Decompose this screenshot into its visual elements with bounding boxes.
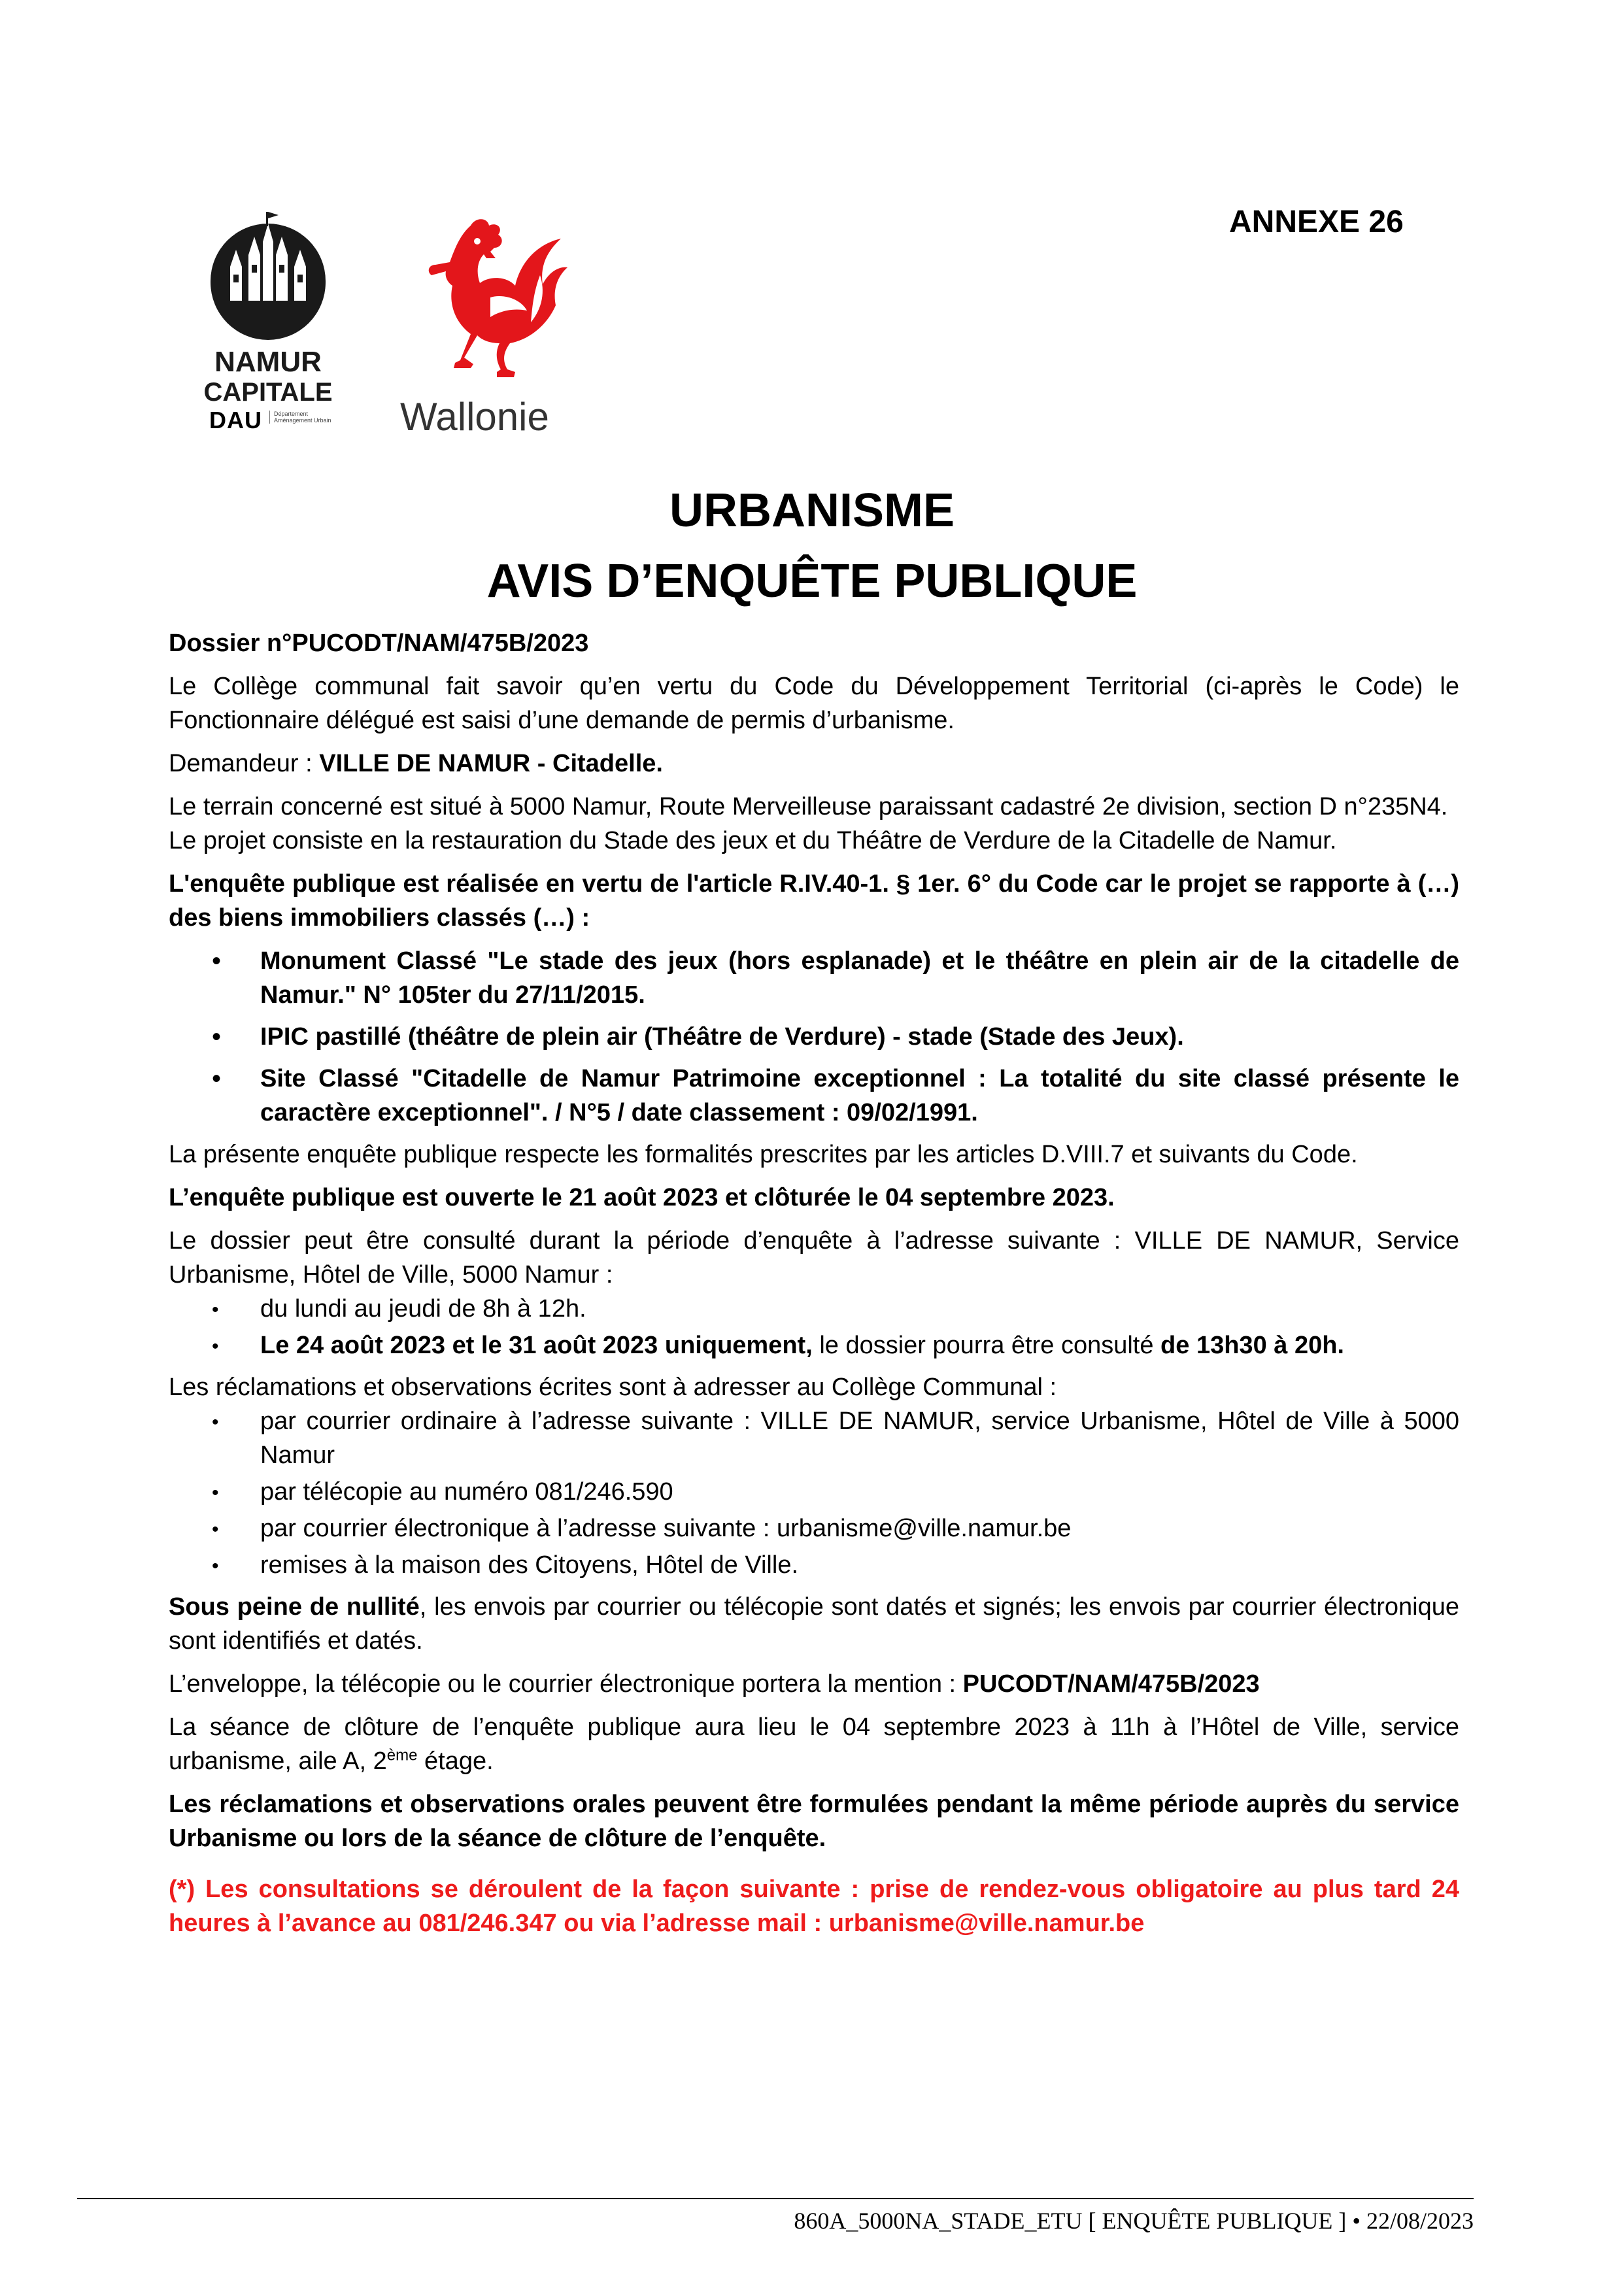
intro-paragraph: Le Collège communal fait savoir qu’en vertu du Code du Développement Territorial (ci-après le Code) le Fonctionnaire délégué est saisi d’une demande de permis d’urbanisme. (169, 673, 1459, 734)
namur-logo-line1: NAMUR (214, 346, 322, 378)
list-item: • Le 24 août 2023 et le 31 août 2023 uniquement, le dossier pourra être consulté de 13h30 à 20h. (169, 1328, 1459, 1362)
terrain-paragraph: Le terrain concerné est situé à 5000 Namur, Route Merveilleuse paraissant cadastré 2e division, section D n°235N4. (169, 793, 1448, 820)
footer-reference: 860A_5000NA_STADE_ETU [ ENQUÊTE PUBLIQUE ] • 22/08/2023 (794, 2208, 1474, 2234)
biens-list (169, 944, 1459, 1130)
dau-logo-text: DAU (209, 407, 262, 433)
nullite-paragraph: Sous peine de nullité, les envois par courrier ou télécopie sont datés et signés; les envois par courrier électronique sont identifiés et datés. (169, 1593, 1459, 1655)
notice-body (169, 626, 1459, 1949)
rooster-icon (392, 212, 569, 389)
title-avis-enquete: AVIS D’ENQUÊTE PUBLIQUE (486, 555, 1138, 607)
list-item: • par courrier électronique à l’adresse suivante : urbanisme@ville.namur.be (169, 1511, 1459, 1545)
namur-castle-emblem (196, 209, 340, 343)
list-item: • remises à la maison des Citoyens, Hôtel de Ville. (169, 1548, 1459, 1582)
list-item: • Site Classé "Citadelle de Namur Patrimoine exceptionnel : La totalité du site classé présente le caractère exceptionnel". / N°5 / date classement : 09/02/1991. (169, 1062, 1459, 1130)
demandeur-line: Demandeur : VILLE DE NAMUR - Citadelle. (169, 750, 663, 777)
article-paragraph: L'enquête publique est réalisée en vertu de l'article R.IV.40-1. § 1er. 6° du Code car le projet se rapporte à (…) des biens immobiliers classés (…) : (169, 870, 1459, 932)
namur-logo-line2: CAPITALE (203, 378, 333, 407)
dossier-reference: Dossier n°PUCODT/NAM/475B/2023 (169, 630, 589, 657)
title-urbanisme: URBANISME (669, 484, 955, 537)
projet-paragraph: Le projet consiste en la restauration du Stade des jeux et du Théâtre de Verdure de la Citadelle de Namur. (169, 827, 1337, 854)
cloture-paragraph: La séance de clôture de l’enquête publique aura lieu le 04 septembre 2023 à 11h à l’Hôtel de Ville, service urbanisme, aile A, 2ème étage. (169, 1713, 1459, 1775)
list-item: • par courrier ordinaire à l’adresse suivante : VILLE DE NAMUR, service Urbanisme, Hôtel de Ville à 5000 Namur (169, 1404, 1459, 1472)
list-item: • IPIC pastillé (théâtre de plein air (Théâtre de Verdure) - stade (Stade des Jeux). (169, 1020, 1459, 1054)
mention-paragraph: L’enveloppe, la télécopie ou le courrier électronique portera la mention : PUCODT/NAM/475B/2023 (169, 1670, 1260, 1698)
list-item: • du lundi au jeudi de 8h à 12h. (169, 1292, 1459, 1326)
list-item: • par télécopie au numéro 081/246.590 (169, 1475, 1459, 1509)
orales-paragraph: Les réclamations et observations orales peuvent être formulées pendant la même période auprès du service Urbanisme ou lors de la séance de clôture de l’enquête. (169, 1791, 1459, 1852)
ouverture-paragraph: L’enquête publique est ouverte le 21 août 2023 et clôturée le 04 septembre 2023. (169, 1184, 1115, 1211)
list-item: • Monument Classé "Le stade des jeux (hors esplanade) et le théâtre en plein air de la citadelle de Namur." N° 105ter du 27/11/2015. (169, 944, 1459, 1012)
footer-divider (77, 2198, 1474, 2199)
wallonie-logo (392, 212, 569, 448)
namur-capitale-logo (196, 209, 340, 445)
reclamations-intro: Les réclamations et observations écrites sont à adresser au Collège Communal : (169, 1374, 1057, 1401)
horaires-list (169, 1292, 1459, 1362)
annex-label: ANNEXE 26 (1229, 205, 1404, 239)
dau-subtitle: Département Aménagement Urbain (269, 411, 333, 424)
formalites-paragraph: La présente enquête publique respecte les formalités prescrites par les articles D.VIII.7 et suivants du Code. (169, 1141, 1358, 1168)
moyens-list (169, 1404, 1459, 1582)
rendez-vous-note: (*) Les consultations se déroulent de la façon suivante : prise de rendez-vous obligatoire au plus tard 24 heures à l’avance au 081/246.347 ou via l’adresse mail : urbanisme@ville.namur.be (169, 1876, 1459, 1937)
wallonie-logo-text: Wallonie (400, 395, 549, 439)
consultation-paragraph: Le dossier peut être consulté durant la période d’enquête à l’adresse suivante : VILLE DE NAMUR, Service Urbanisme, Hôtel de Ville, 5000 Namur : (169, 1227, 1459, 1289)
